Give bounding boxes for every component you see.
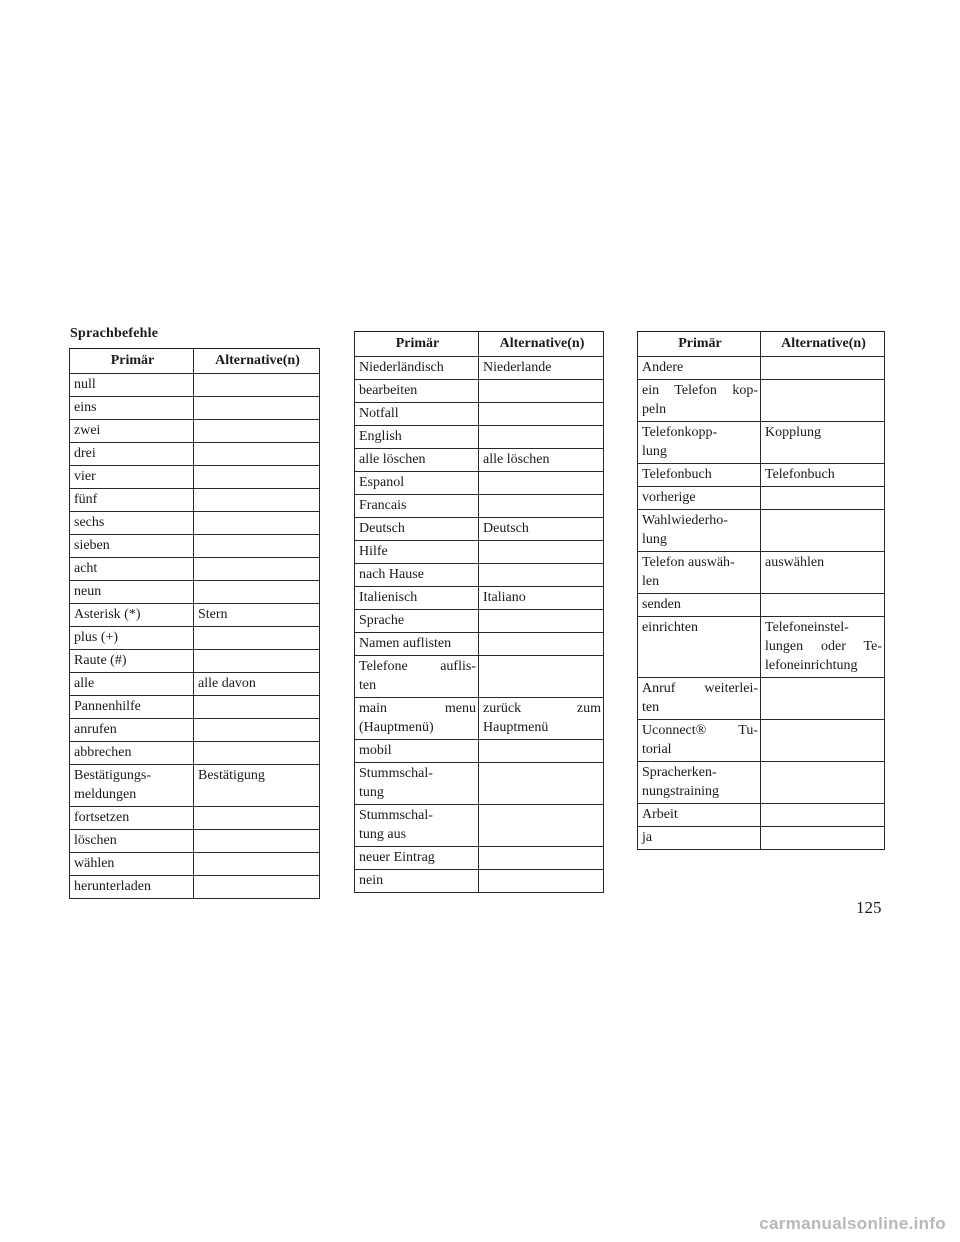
- primary-command-cell: Asterisk (*): [70, 604, 194, 627]
- table-row: [355, 587, 604, 610]
- primary-command-cell: Bestätigungs- meldungen: [70, 765, 194, 807]
- alternative-command-cell: [479, 763, 604, 805]
- table-row: [355, 633, 604, 656]
- alternative-command-cell: [761, 678, 885, 720]
- primary-command-cell: wählen: [70, 853, 194, 876]
- alternative-command-cell: [761, 720, 885, 762]
- table-row: [70, 673, 320, 696]
- table-row: [70, 742, 320, 765]
- table-row: [70, 719, 320, 742]
- table-row: [70, 512, 320, 535]
- page-number: 125: [856, 898, 882, 917]
- primary-command-cell: Raute (#): [70, 650, 194, 673]
- header-alternative: Alternative(n): [194, 349, 320, 374]
- alternative-command-cell: [479, 847, 604, 870]
- alternative-command-cell: [194, 489, 320, 512]
- table-row: [355, 518, 604, 541]
- primary-command-cell: null: [70, 374, 194, 397]
- alternative-command-cell: Niederlande: [479, 357, 604, 380]
- table-row: [70, 696, 320, 719]
- table-row: [638, 487, 885, 510]
- voice-command-table-3: [637, 331, 885, 850]
- alternative-command-cell: [479, 403, 604, 426]
- primary-command-cell: sechs: [70, 512, 194, 535]
- section-title: Sprachbefehle: [70, 326, 159, 341]
- alternative-command-cell: [479, 472, 604, 495]
- alternative-command-cell: [479, 633, 604, 656]
- primary-command-cell: English: [355, 426, 479, 449]
- primary-command-cell: vorherige: [638, 487, 761, 510]
- table-row: [638, 510, 885, 552]
- primary-command-cell: Anruf weiterlei- ten: [638, 678, 761, 720]
- alternative-command-cell: Bestätigung: [194, 765, 320, 807]
- table-row: [638, 464, 885, 487]
- table-row: [355, 763, 604, 805]
- primary-command-cell: herunterladen: [70, 876, 194, 899]
- alternative-command-cell: [761, 380, 885, 422]
- table-row: [70, 443, 320, 466]
- alternative-command-cell: [479, 541, 604, 564]
- alternative-command-cell: alle löschen: [479, 449, 604, 472]
- table-header-row: [355, 332, 604, 357]
- primary-command-cell: abbrechen: [70, 742, 194, 765]
- primary-command-cell: mobil: [355, 740, 479, 763]
- alternative-command-cell: Stern: [194, 604, 320, 627]
- alternative-command-cell: [194, 535, 320, 558]
- primary-command-cell: Sprache: [355, 610, 479, 633]
- alternative-command-cell: [194, 853, 320, 876]
- table-row: [70, 650, 320, 673]
- primary-command-cell: drei: [70, 443, 194, 466]
- primary-command-cell: neun: [70, 581, 194, 604]
- alternative-command-cell: [194, 466, 320, 489]
- table-row: [638, 594, 885, 617]
- alternative-command-cell: [194, 420, 320, 443]
- voice-command-table-2: [354, 331, 604, 893]
- table-row: [355, 805, 604, 847]
- table-row: [355, 449, 604, 472]
- table-row: [638, 617, 885, 678]
- table-row: [70, 876, 320, 899]
- table-row: [70, 466, 320, 489]
- primary-command-cell: Pannenhilfe: [70, 696, 194, 719]
- table-row: [638, 380, 885, 422]
- primary-command-cell: Notfall: [355, 403, 479, 426]
- table-row: [70, 581, 320, 604]
- alternative-command-cell: [194, 443, 320, 466]
- primary-command-cell: Namen auflisten: [355, 633, 479, 656]
- alternative-command-cell: [194, 512, 320, 535]
- alternative-command-cell: [194, 696, 320, 719]
- alternative-command-cell: [761, 804, 885, 827]
- voice-command-table-1: [69, 348, 320, 899]
- table-row: [355, 426, 604, 449]
- primary-command-cell: alle löschen: [355, 449, 479, 472]
- primary-command-cell: Telefon auswäh- len: [638, 552, 761, 594]
- table-row: [638, 720, 885, 762]
- alternative-command-cell: [194, 397, 320, 420]
- alternative-command-cell: Telefoneinstel- lungen oder Te- lefoneinrichtung: [761, 617, 885, 678]
- primary-command-cell: vier: [70, 466, 194, 489]
- alternative-command-cell: [194, 830, 320, 853]
- primary-command-cell: einrichten: [638, 617, 761, 678]
- alternative-command-cell: [479, 380, 604, 403]
- alternative-command-cell: auswählen: [761, 552, 885, 594]
- alternative-command-cell: [761, 510, 885, 552]
- table-row: [355, 740, 604, 763]
- alternative-command-cell: alle davon: [194, 673, 320, 696]
- header-primary: Primär: [638, 332, 761, 357]
- primary-command-cell: fünf: [70, 489, 194, 512]
- alternative-command-cell: [479, 495, 604, 518]
- primary-command-cell: senden: [638, 594, 761, 617]
- primary-command-cell: fortsetzen: [70, 807, 194, 830]
- primary-command-cell: Stummschal- tung aus: [355, 805, 479, 847]
- alternative-command-cell: [194, 650, 320, 673]
- primary-command-cell: nach Hause: [355, 564, 479, 587]
- table-row: [355, 610, 604, 633]
- table-row: [355, 380, 604, 403]
- table-row: [70, 420, 320, 443]
- table-row: [70, 558, 320, 581]
- primary-command-cell: ein Telefon kop- peln: [638, 380, 761, 422]
- primary-command-cell: anrufen: [70, 719, 194, 742]
- alternative-command-cell: [479, 610, 604, 633]
- table-row: [70, 765, 320, 807]
- table-row: [355, 472, 604, 495]
- watermark: carmanualsonline.info: [759, 1214, 946, 1233]
- primary-command-cell: Italienisch: [355, 587, 479, 610]
- table-row: [355, 495, 604, 518]
- table-row: [355, 847, 604, 870]
- primary-command-cell: löschen: [70, 830, 194, 853]
- alternative-command-cell: [479, 805, 604, 847]
- table-row: [355, 357, 604, 380]
- table-row: [638, 827, 885, 850]
- primary-command-cell: ja: [638, 827, 761, 850]
- primary-command-cell: Espanol: [355, 472, 479, 495]
- alternative-command-cell: [761, 762, 885, 804]
- alternative-command-cell: [761, 827, 885, 850]
- table-row: [355, 541, 604, 564]
- alternative-command-cell: [761, 487, 885, 510]
- primary-command-cell: eins: [70, 397, 194, 420]
- primary-command-cell: Stummschal- tung: [355, 763, 479, 805]
- table-row: [70, 853, 320, 876]
- table-row: [355, 564, 604, 587]
- primary-command-cell: Deutsch: [355, 518, 479, 541]
- table-row: [70, 807, 320, 830]
- primary-command-cell: sieben: [70, 535, 194, 558]
- alternative-command-cell: [761, 357, 885, 380]
- alternative-command-cell: zurück zum Hauptmenü: [479, 698, 604, 740]
- primary-command-cell: Andere: [638, 357, 761, 380]
- header-alternative: Alternative(n): [761, 332, 885, 357]
- primary-command-cell: nein: [355, 870, 479, 893]
- header-alternative: Alternative(n): [479, 332, 604, 357]
- table-row: [638, 678, 885, 720]
- table-row: [70, 830, 320, 853]
- alternative-command-cell: [194, 807, 320, 830]
- alternative-command-cell: [194, 374, 320, 397]
- header-primary: Primär: [355, 332, 479, 357]
- alternative-command-cell: Telefonbuch: [761, 464, 885, 487]
- table-row: [638, 762, 885, 804]
- primary-command-cell: Wahlwiederho- lung: [638, 510, 761, 552]
- alternative-command-cell: Italiano: [479, 587, 604, 610]
- primary-command-cell: Telefonbuch: [638, 464, 761, 487]
- alternative-command-cell: [479, 870, 604, 893]
- table-row: [70, 397, 320, 420]
- table-row: [638, 804, 885, 827]
- alternative-command-cell: [479, 564, 604, 587]
- table-row: [70, 374, 320, 397]
- alternative-command-cell: [479, 740, 604, 763]
- alternative-command-cell: [194, 742, 320, 765]
- table-header-row: [638, 332, 885, 357]
- table-row: [355, 403, 604, 426]
- primary-command-cell: bearbeiten: [355, 380, 479, 403]
- primary-command-cell: Telefonkopp- lung: [638, 422, 761, 464]
- alternative-command-cell: [194, 627, 320, 650]
- header-primary: Primär: [70, 349, 194, 374]
- alternative-command-cell: [479, 656, 604, 698]
- primary-command-cell: Spracherken- nungstraining: [638, 762, 761, 804]
- alternative-command-cell: [761, 594, 885, 617]
- alternative-command-cell: [194, 719, 320, 742]
- table-row: [70, 604, 320, 627]
- table-row: [638, 552, 885, 594]
- primary-command-cell: Francais: [355, 495, 479, 518]
- primary-command-cell: main menu (Hauptmenü): [355, 698, 479, 740]
- table-row: [355, 698, 604, 740]
- primary-command-cell: Hilfe: [355, 541, 479, 564]
- primary-command-cell: Niederländisch: [355, 357, 479, 380]
- primary-command-cell: Telefone auflis- ten: [355, 656, 479, 698]
- table-row: [70, 535, 320, 558]
- primary-command-cell: acht: [70, 558, 194, 581]
- primary-command-cell: plus (+): [70, 627, 194, 650]
- table-row: [70, 489, 320, 512]
- primary-command-cell: Uconnect® Tu- torial: [638, 720, 761, 762]
- table-row: [638, 357, 885, 380]
- table-header-row: [70, 349, 320, 374]
- table-row: [70, 627, 320, 650]
- alternative-command-cell: [194, 876, 320, 899]
- primary-command-cell: alle: [70, 673, 194, 696]
- primary-command-cell: Arbeit: [638, 804, 761, 827]
- table-row: [638, 422, 885, 464]
- table-row: [355, 656, 604, 698]
- alternative-command-cell: Deutsch: [479, 518, 604, 541]
- primary-command-cell: zwei: [70, 420, 194, 443]
- alternative-command-cell: [479, 426, 604, 449]
- alternative-command-cell: [194, 581, 320, 604]
- primary-command-cell: neuer Eintrag: [355, 847, 479, 870]
- table-row: [355, 870, 604, 893]
- alternative-command-cell: Kopplung: [761, 422, 885, 464]
- alternative-command-cell: [194, 558, 320, 581]
